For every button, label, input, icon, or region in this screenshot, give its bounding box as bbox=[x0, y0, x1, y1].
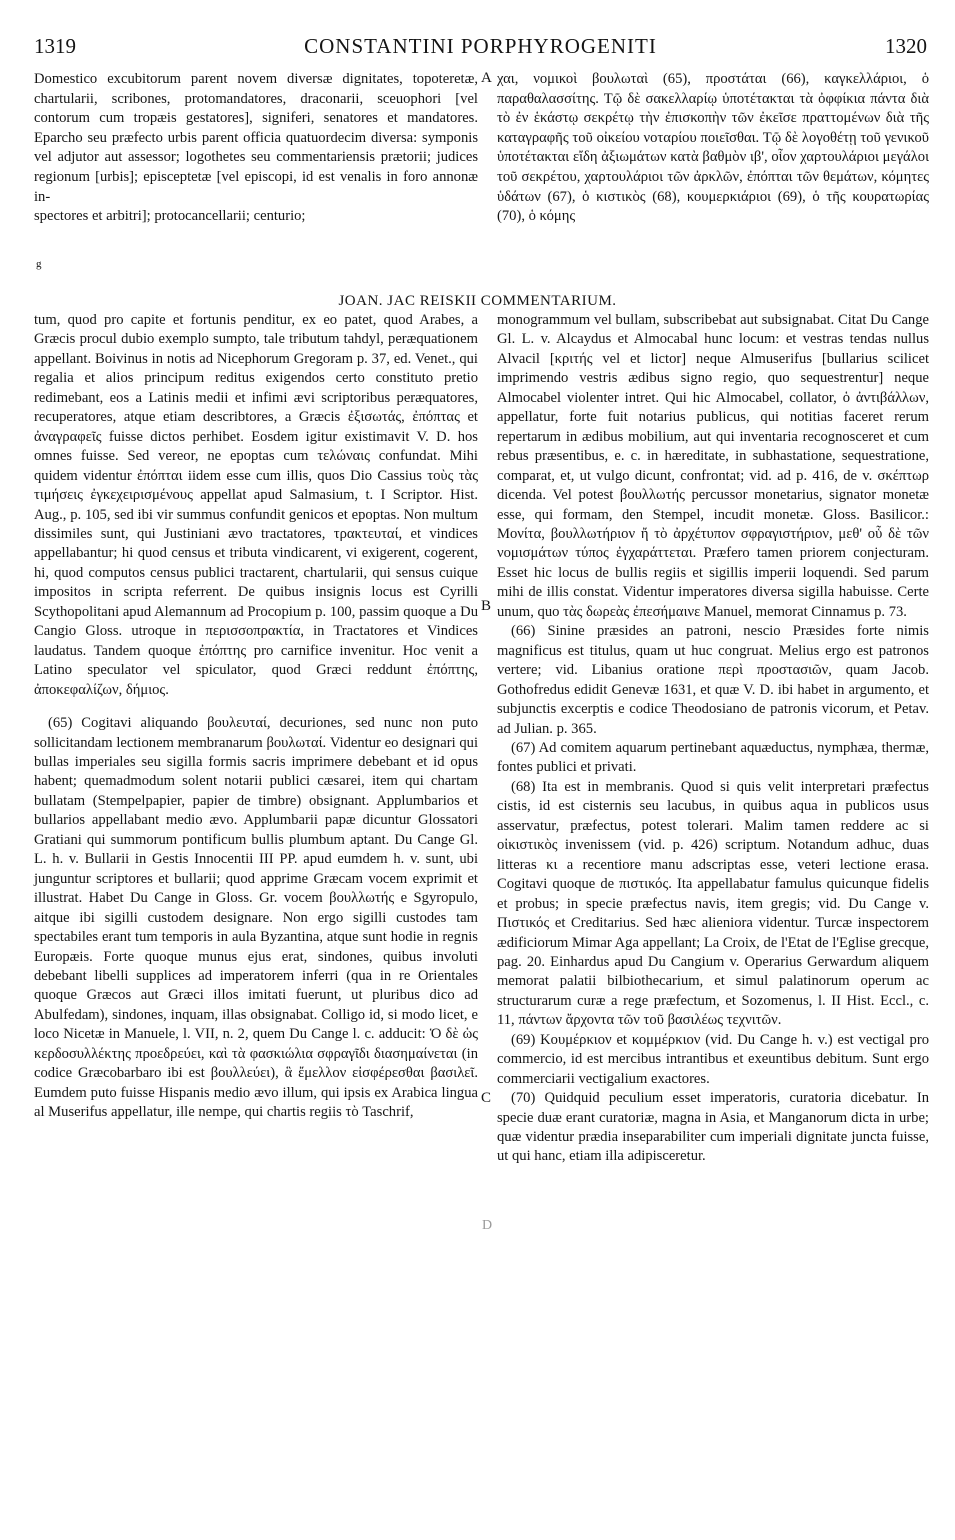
commentary-paragraph: tum, quod pro capite et fortunis penditur, ex eo patet, quod Arabes, a Græcis procul dubio exemplo sumpto, tale tributum tahdyl, peræquationem appellant. Boivinus in notis ad Nicephorum Gregoram p. 37, ed. Venet., qui regalia et alios principum reditus exigendos certo constituto pretio redimebant, eos a Latinis medii et infimi ævi scriptoribus peræquatores, recuperatores, atque etiam describtores, a Græcis ἐξισωτάς, ἐπόπτας et ἀναγραφεῖς fuisse dictos perhibet. Eosdem igitur existimavit V. D. hos omnes fuisse. Sed vereor, ne epoptas cum τελώναις confundat. Mihi quidem videntur ἐπόπται iidem esse cum illis, quos Dio Cassius τοὺς τὰς τιμήσεις ἐγκεχειρισμένους appellat apud Salmasium, t. I Scriptor. Hist. Aug., p. 105, sed ibi vir summus confundit genicos et epoptas. Non multum dissimiles sunt, qui Justiniani ævo tractatores, τρακτευταί, et vindices appellabantur; hi quod census et tributa vindicarent, vi exigerent, cogerent, hi, quod computos census publici tractarent, chartularii, qui sensus cuique impositos in scripta referrent. De quibus insignis locus est Cyrilli Scythopolitani apud Alemannum ad Procopium p. 100, passim quoque a Du Cangio Gloss. utroque in περισσοπρακτία, in Tractatores et Vindices laudatus. Tandem quoque ἐπόπτης pro carnifice invenitur. Hoc venit a Latino speculator vel spiculator, quod Græci reddunt ἐπόπτης, ἀποκεφαλίζων, δήμιος. bbox=[34, 312, 478, 698]
latin-paragraph: Domestico excubitorum parent novem diversæ dignitates, topoteretæ, chartularii, scribones, protomandatores, draconarii, sceuophori [vel contorum cum tropæis gestatores], signiferi, senatores et mandatores. Eparcho seu præfecto urbis parent officia quatuordecim diversa: symponis vel adjutor aut assessor; logothetes seu commentariensis prætorii; judices regionum [urbis]; episceptetæ [vel episcopi, id est venalis in foro annonæ in- bbox=[34, 71, 478, 205]
commentary-column-left bbox=[34, 311, 478, 1123]
margin-marker-a: A bbox=[481, 70, 492, 86]
margin-marker-b: B bbox=[481, 598, 492, 614]
greek-text-column bbox=[497, 70, 929, 227]
greek-paragraph: χαι, νομικοὶ βουλωταὶ (65), προστάται (66), καγκελλάριοι, ὁ παραθαλασσίτης. Τῷ δὲ σακελλαρίῳ ὑποτέτακται τὰ ὀφφίκια πάντα διὰ τὸ ἐν ἑκάστῳ σεκρέτῳ τὴν ἐπισκοπὴν τῶν ἐκεῖσε πραττομένων διὰ τῆς καταγραφῆς τοῦ οἰκείου νοταρίου ποιεῖσθαι. Τῷ δὲ λογοθέτῃ τοῦ γενικοῦ ὑποτέτακται εἴδη ἀξιωμάτων κατὰ βαθμὸν ιβ', οἷον χαρτουλάριοι μεγάλοι τοῦ σεκρέτου, χαρτουλάριοι τῶν ἀρκλῶν, ἐπόπται τῶν θεμάτων, κόμητες ὑδάτων (67), ὁ κιστικὸς (68), κουμερκιάριοι (69), ὁ τῆς κουρατωρίας (70), ὁ κόμης bbox=[497, 71, 929, 225]
margin-marker-d: D bbox=[482, 1218, 493, 1233]
running-title: CONSTANTINI PORPHYROGENITI bbox=[304, 34, 657, 58]
latin-text-column bbox=[34, 70, 478, 227]
running-header bbox=[34, 34, 927, 64]
signature-marker: g bbox=[36, 258, 42, 270]
margin-marker-c: C bbox=[481, 1090, 492, 1106]
commentary-heading: JOAN. JAC REISKII COMMENTARIUM. bbox=[338, 293, 617, 309]
commentary-note-68: (68) Ita est in membranis. Quod si quis velit interpretari præfectus cistis, id est cisternis seu lacubus, in quibus aqua in publicos usus asservatur, præfectus, potest tolerari. Malim tamen reddere ac si οἰκιστικὸς invenissem (vid. p. 426) scriptum. Notandum adhuc, duas litteras κι a recentiore manu adscriptas esse, veteri lectione erasa. Cogitavi quoque de πιστικός. Ita appellabatur famulus quicunque fidelis et probus; in specie præfectus navis, item gregis; vid. Du Cange v. Πιστικός et Creditarius. Sed hæc alieniora videntur. Turcæ inspectorem ædificiorum Mimar Aga appellant; La Croix, de l'Etat de l'Eglise grecque, pag. 20. Einhardus apud Du Cangium v. Operarius Gerwardum aliquem memorat palatii bilbiothecarium, et simul palatinorum operum ac structurarum curæ a rege præfectum, et Sozomenus, l. II Hist. Eccl., c. 11, πάντων ἄρχοντα τῶν τοῦ βασιλέως τεχνιτῶν. bbox=[497, 778, 929, 1029]
commentary-note-65: (65) Cogitavi aliquando βουλευταί, decuriones, sed nunc non puto sollicitandam lectionem membranarum βουλωταί. Videntur eo designari qui bullas imperiales seu sigilla formis sacris imprimere debebant et id opus habent; quemadmodum solent notarii publici cæsarei, item qui chartam bullatam (Stempelpapier, papier de timbre) obsignant. Applumbarios et bullarios appellabant medio ævo. Applumbarii papæ dicuntur Glossatori Gratiani qui summorum pontificum bullis plumbum aptant. Du Cange Gl. L. h. v. Bullarii in Gestis Innocentii III PP. apud eumdem h. v. sunt, ubi junguntur scriptores et bullarii; quod apprime Græcam vocem exprimit et illustrat. Habet Du Cange in Gloss. Gr. vocem βουλλωτής e Sgyropulo, aitque ibi sigilli custodem designare. Non ergo sigilli custodes tam spectabiles erant tum temporis in aula Byzantina, atque sunt hodie in regnis Europæis. Forte quoque munus ejus erat, sindones, quibus involuti debebant libelli supplices ad imperatorem inferri (qua in re Orientales quoque Græcos aut Græci illos imitati fuerunt, ut pluribus dico ad Abulfedam), sindones, inquam, illas obsignabat. Colligo id, si modo licet, e loco Nicetæ in Manuele, l. VII, n. 2, quem Du Cange l. c. adducit: Ὁ δὲ ὡς κερδοσυλλέκτης προεδρεύει, καὶ τὰ φασκιώλια σφραγῖδι διασημαίνεται (in codice Græcobarbaro ibi est βουλλεύει), ἃ ἔμελλον εἰσφέρεσθαι βασιλεῖ. Eumdem puto fuisse Hispanis medio ævo illum, qui ipsis ex Arabica lingua al Muserifus appellatur, ille nempe, qui chartis regiis τὸ Taschrif, bbox=[34, 715, 478, 1121]
commentary-note-66: (66) Sinine præsides an patroni, nescio Præsides forte nimis magnificus est titulus, quam ut huc congruat. Melius ergo est patronos vertere; vid. Libanius oratione περὶ προστασιῶν, quam Jacob. Gothofredus edidit Genevæ 1631, et quæ V. D. ibi habet in argumento, et subjunctis excerptis e codice Theodosiano de patronis vicorum, et Petav. ad Julian. p. 365. bbox=[497, 623, 929, 737]
page-number-left: 1319 bbox=[34, 34, 76, 58]
commentary-note-70: (70) Quidquid peculium esset imperatoris, curatoria dicebatur. In specie duæ erant curatoriæ, magna in Asia, et Manganorum dicta in urbe; quæ videntur prædia inseparabiliter cum imperiali dignitate juncta fuisse, ut qui hanc, etiam illa adipisceretur. bbox=[497, 1090, 929, 1165]
commentary-column-right bbox=[497, 311, 929, 1167]
commentary-note-67: (67) Ad comitem aquarum pertinebant aquæductus, nymphæa, thermæ, fontes publici et privati. bbox=[497, 739, 929, 776]
page-number-right: 1320 bbox=[885, 34, 927, 58]
commentary-note-69: (69) Κουμέρκιον et κομμέρκιον (vid. Du Cange h. v.) est vectigal pro commercio, id est mercibus intrantibus et exeuntibus debitum. Sunt ergo commerciarii vectigalium exactores. bbox=[497, 1031, 929, 1087]
latin-paragraph-end: spectores et arbitri]; protocancellarii; centurio; bbox=[34, 208, 306, 225]
commentary-paragraph: monogrammum vel bullam, subscribebat aut subsignabat. Citat Du Cange Gl. L. v. Alcaydus et Almocabal hunc locum: et vestras tendas nullus Alvacil [κριτής vel et lictor] neque Almuserifus [bullarius scilicet imprimendo vestris ædibus signo regio, quo sequestrentur] neque Almocabel violenter intret. Qui hic Almocabel, collator, ὁ ἀντιβάλλων, appellatur, forte fuit notarius publicus, qui notitias faceret rerum repertarum in ædibus mobilium, aut qui inventaria recognosceret et cum rebus præsentibus, e. c. in hæreditate, in subhastatione, sequestratione, comparat, et, ut vulgo dicunt, confrontat; vid. ad p. 416, de v. σκέπτωρ dicenda. Vel potest βουλλωτής percussor monetarius, signator monetæ esse, qui formam, den Stempel, incudit monetæ. Gloss. Basilicor.: Μονίτα, βουλλωτήριον ἤ τὸ ἀρχέτυπον σφραγιστήριον, μεθ' οὗ δὲ τῶν νομισμάτων τύπος ἐγχαράττεται. Præfero tamen priorem conjecturam. Esset hic locus de bullis regiis et sigillis imperii loquendi. Sed parum mihi de illis constat. Videntur imperatores diversa sigilla habuisse. Certe unum, quo τὰς δωρεὰς ἐπεσήμαινε Manuel, memorat Cinnamus p. 73. bbox=[497, 312, 929, 620]
